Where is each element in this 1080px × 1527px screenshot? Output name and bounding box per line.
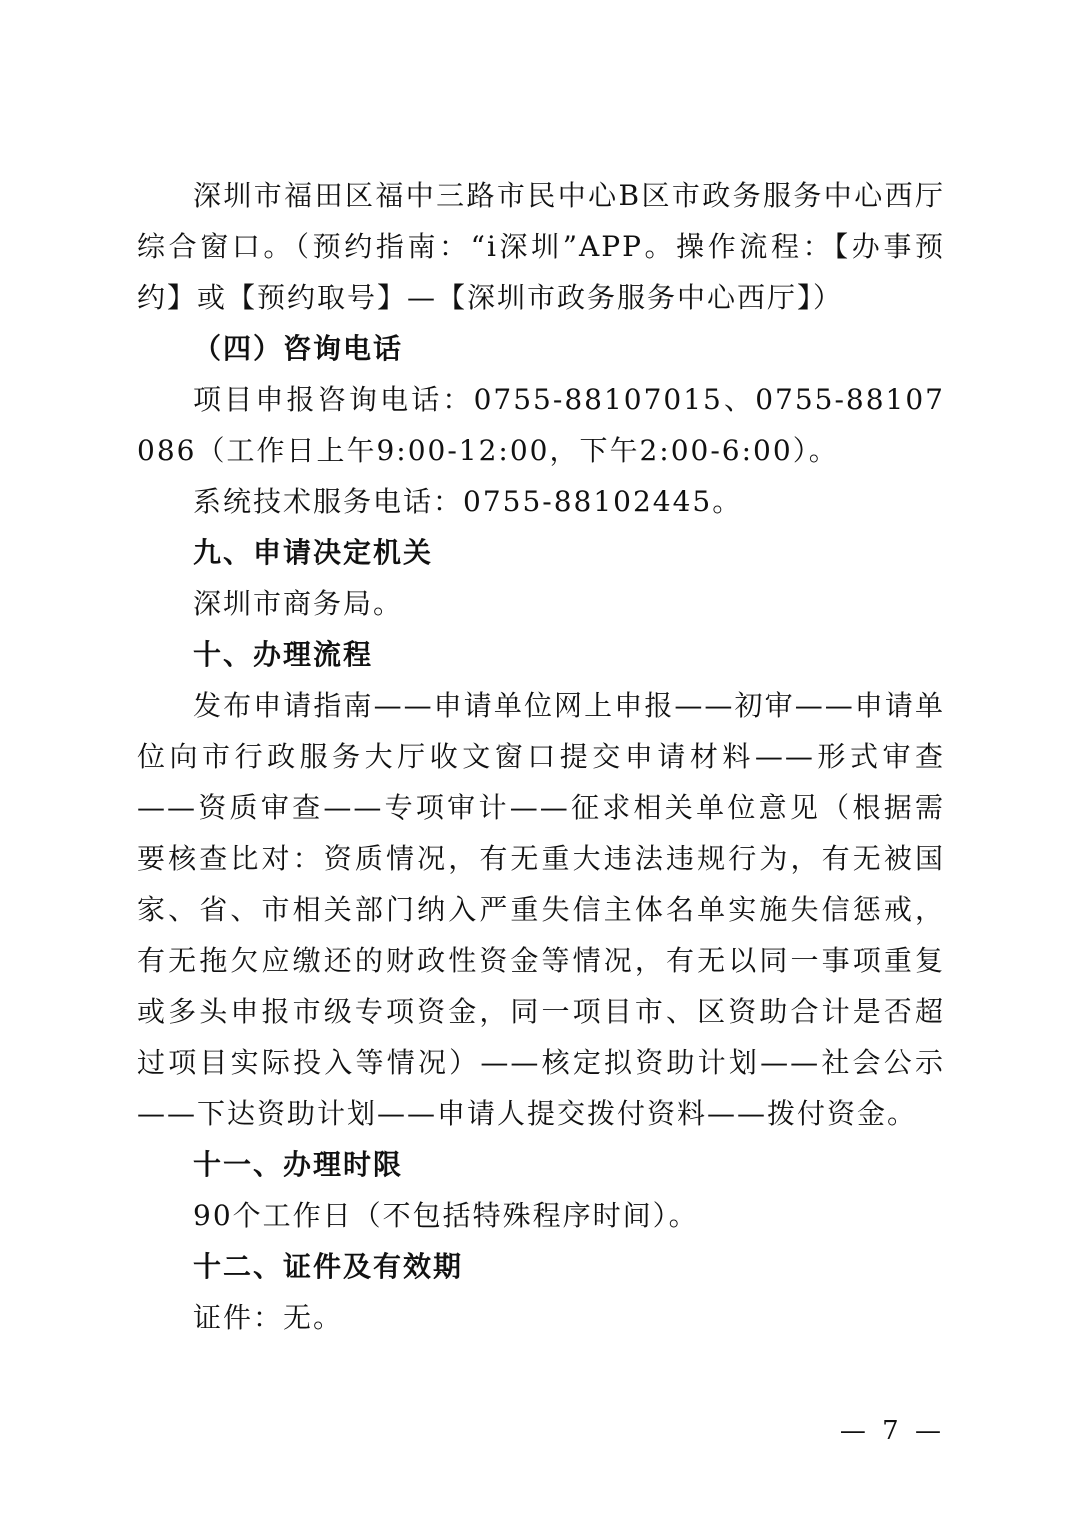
subheading-consult-phone: （四）咨询电话 <box>193 332 404 365</box>
paragraph-tech-phone: 系统技术服务电话：0755-88102445。 <box>193 485 743 518</box>
page-number: — 7 — <box>839 1416 945 1446</box>
heading-process: 十、办理流程 <box>193 638 374 671</box>
document-body <box>137 170 945 1343</box>
paragraph-process: 发布申请指南——申请单位网上申报——初审——申请单位向市行政服务大厅收文窗口提交申请材料——形式审查——资质审查——专项审计——征求相关单位意见（根据需要核查比对：资质情况，有无重大违法违规行为，有无被国家、省、市相关部门纳入严重失信主体名单实施失信惩戒，有无拖欠应缴还的财政性资金等情况，有无以同一事项重复或多头申报市级专项资金，同一项目市、区资助合计是否超过项目实际投入等情况）——核定拟资助计划——社会公示——下达资助计划——申请人提交拨付资料——拨付资金。 <box>137 689 945 1130</box>
paragraph-time-limit: 90个工作日（不包括特殊程序时间）。 <box>193 1199 699 1232</box>
heading-decision-authority: 九、申请决定机关 <box>193 536 434 569</box>
paragraph-consult-phone: 项目申报咨询电话：0755-88107015、0755-88107086（工作日上午9:00-12:00，下午2:00-6:00）。 <box>137 383 945 467</box>
paragraph-decision-authority: 深圳市商务局。 <box>193 587 404 620</box>
paragraph-location: 深圳市福田区福中三路市民中心B区市政务服务中心西厅综合窗口。（预约指南：“i深圳”APP。操作流程：【办事预约】或【预约取号】—【深圳市政务服务中心西厅】） <box>137 179 945 314</box>
heading-certificate: 十二、证件及有效期 <box>193 1250 464 1283</box>
heading-time-limit: 十一、办理时限 <box>193 1148 404 1181</box>
paragraph-certificate: 证件：无。 <box>193 1301 344 1334</box>
